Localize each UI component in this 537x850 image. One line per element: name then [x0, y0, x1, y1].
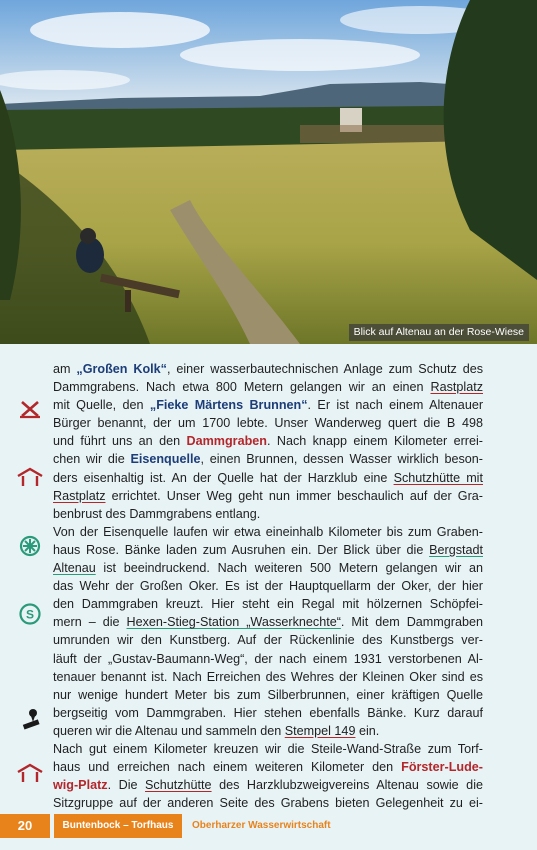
link-schutzhuette-mit-rastplatz[interactable]: Schutzhütte mit	[393, 470, 483, 485]
shelter-icon	[15, 762, 45, 784]
section-label: Oberharzer Wasserwirtschaft	[192, 820, 331, 831]
text-line	[53, 396, 483, 414]
text-run: . Die	[107, 778, 146, 793]
text-line	[53, 487, 483, 505]
text-line: bergseitig vom Dammgraben. Hier stehen ebenfalls Bänke. Kurz darauf	[53, 705, 483, 720]
link-stempel-149[interactable]: Stempel 149	[284, 723, 356, 738]
page-footer	[0, 814, 537, 838]
highlight-foerster-ludewig-platz-2: wig-Platz	[53, 778, 108, 793]
text-line: Nach gut einem Kilometer kreuzen wir die Steile-Wand-Straße zum Torf-	[53, 741, 483, 756]
paragraph-2	[53, 523, 483, 813]
text-run: ein.	[355, 723, 380, 738]
text-line	[53, 776, 483, 794]
text-line	[53, 450, 483, 468]
text-run: haus und erreichen nach einem weiteren Kilometer den	[53, 760, 402, 775]
text-run: Dammgrabens. Nach etwa 800 Metern gelangen wir an einen	[53, 380, 431, 395]
text-line	[53, 432, 483, 450]
text-line: Bürger benannt, der um 1700 lebte. Unser Wanderweg quert die B 498	[53, 416, 483, 431]
link-rastplatz-2[interactable]: Rastplatz	[53, 488, 106, 503]
paragraph-1	[53, 360, 483, 523]
text-line: das Wehr der Großen Oker. Es ist der Hauptquellarm der Oker, der hier	[53, 579, 483, 594]
landscape-photo	[0, 0, 537, 344]
shelter-icon	[15, 466, 45, 488]
highlight-fieke-maertens-brunnen: „Fieke Märtens Brunnen“	[149, 398, 308, 413]
text-line	[53, 613, 483, 631]
text-run: errichtet. Unser Weg geht nun immer beschaulich auf der Gra-	[105, 488, 483, 503]
text-run: ders eisenhaltig ist. An der Quelle hat der Harzklub eine	[53, 470, 394, 485]
text-line: nur wenige hundert Meter bis zum Silberbrunnen, einer kräftigen Quelle	[53, 687, 483, 702]
text-run: . Er ist nach einem Altenauer	[307, 398, 484, 413]
text-run: am	[53, 362, 77, 376]
text-line	[53, 758, 483, 776]
text-line: umrunden wir den Kunstberg. Auf der Rückenlinie des Kunstbergs ver-	[53, 633, 483, 648]
hexen-stieg-station-icon	[15, 603, 45, 625]
stamp-icon	[15, 708, 45, 730]
highlight-foerster-ludewig-platz: Förster-Lude-	[401, 760, 483, 775]
text-line: Von der Eisenquelle laufen wir etwa eineinhalb Kilometer bis zum Graben-	[53, 524, 483, 539]
text-run: , einen Brunnen, dessen Wasser wirklich beson-	[200, 452, 483, 467]
highlight-grosser-kolk: „Großen Kolk“	[76, 362, 167, 376]
text-line	[53, 378, 483, 396]
text-line: den Dammgraben kreuzt. Hier steht ein Regal mit hölzernen Schöpfei-	[53, 597, 483, 612]
text-line: benbrust des Dammgrabens entlang.	[53, 506, 261, 521]
text-run: mit Quelle, den	[53, 398, 150, 413]
text-run: , einer wasserbautechnischen Anlage zum Schutz des	[166, 362, 484, 376]
text-run: queren wir die Altenau und sammeln den	[53, 723, 285, 738]
text-line	[53, 722, 483, 740]
text-run: mern – die	[53, 615, 127, 630]
highlight-eisenquelle: Eisenquelle	[130, 452, 201, 467]
text-run: und führt uns an den	[53, 434, 187, 449]
page-number: 20	[0, 814, 50, 838]
text-line: läuft der „Gustav-Baumann-Weg“, der nach einem 1931 verstorbenen Al-	[53, 651, 483, 666]
rest-area-icon	[15, 398, 45, 420]
text-run: des Harzklubzweigvereins Altenau sowie die	[211, 778, 483, 793]
link-bergstadt-altenau[interactable]: Bergstadt	[429, 542, 483, 557]
text-run: . Mit dem Dammgraben	[340, 615, 483, 630]
link-altenau[interactable]: Altenau	[53, 561, 96, 576]
text-run: haus Rose. Bänke laden zum Ausruhen ein. Der Blick über die	[53, 542, 430, 557]
text-run: . Nach knapp einem Kilometer errei-	[266, 434, 483, 449]
highlight-dammgraben: Dammgraben	[186, 434, 267, 449]
link-rastplatz[interactable]: Rastplatz	[430, 380, 483, 395]
text-line	[53, 360, 483, 378]
text-line	[53, 469, 483, 487]
viewpoint-icon	[15, 535, 45, 557]
text-line: Sitzgruppe auf der anderen Seite des Grabens bieten Gelegenheit zu ei-	[53, 796, 483, 811]
link-hexen-stieg-station[interactable]: Hexen-Stieg-Station „Wasserknechte“	[126, 615, 341, 630]
text-run: chen wir die	[53, 452, 131, 467]
link-schutzhuette[interactable]: Schutzhütte	[145, 778, 212, 793]
text-line: tenauer benannt ist. Nach Erreichen des Wehres der Kleinen Oker sind es	[53, 669, 483, 684]
body-text	[53, 360, 483, 812]
text-run: ist beeindruckend. Nach weiteren 500 Metern gelangen wir an	[95, 561, 483, 576]
route-label: Buntenbock – Torfhaus	[54, 814, 182, 838]
landscape-photo-illustration	[0, 0, 537, 344]
text-line	[53, 541, 483, 559]
svg-text:S: S	[25, 607, 35, 622]
text-line	[53, 559, 483, 577]
photo-caption: Blick auf Altenau an der Rose-Wiese	[349, 324, 529, 341]
